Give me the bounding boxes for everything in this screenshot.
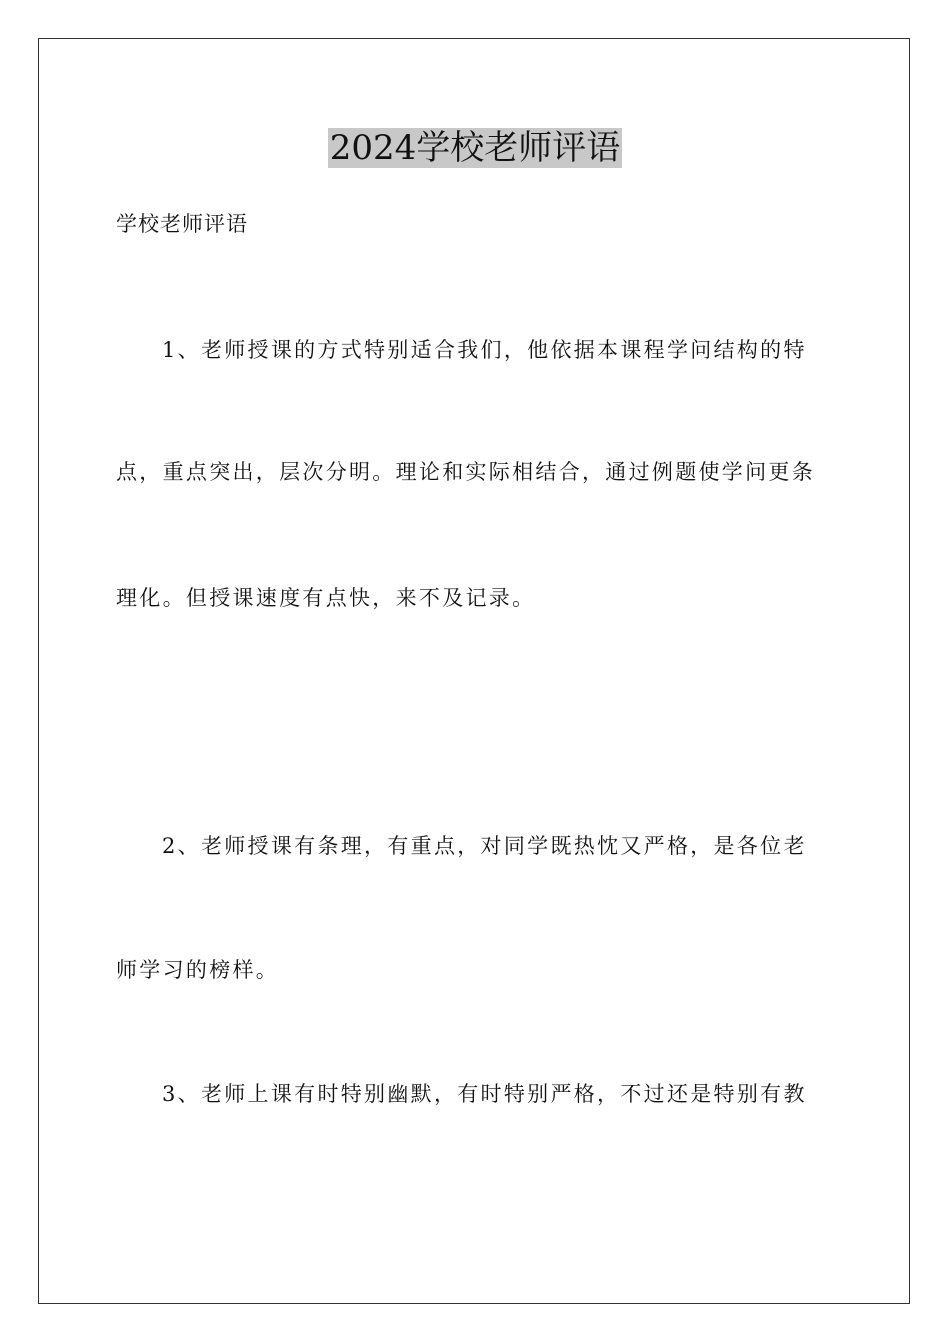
document-title bbox=[0, 128, 950, 168]
title-text: 2024学校老师评语 bbox=[329, 128, 621, 168]
paragraph-line: 师学习的榜样。 bbox=[116, 958, 280, 982]
paragraph-line: 1、老师授课的方式特别适合我们，他依据本课程学问结构的特 bbox=[162, 338, 807, 362]
paragraph-line: 3、老师上课有时特别幽默，有时特别严格，不过还是特别有教 bbox=[162, 1082, 807, 1106]
document-subtitle: 学校老师评语 bbox=[116, 212, 248, 236]
paragraph-line: 点，重点突出，层次分明。理论和实际相结合，通过例题使学问更条 bbox=[116, 460, 815, 484]
paragraph-line: 2、老师授课有条理，有重点，对同学既热忱又严格，是各位老 bbox=[162, 834, 807, 858]
paragraph-line: 理化。但授课速度有点快，来不及记录。 bbox=[116, 586, 536, 610]
